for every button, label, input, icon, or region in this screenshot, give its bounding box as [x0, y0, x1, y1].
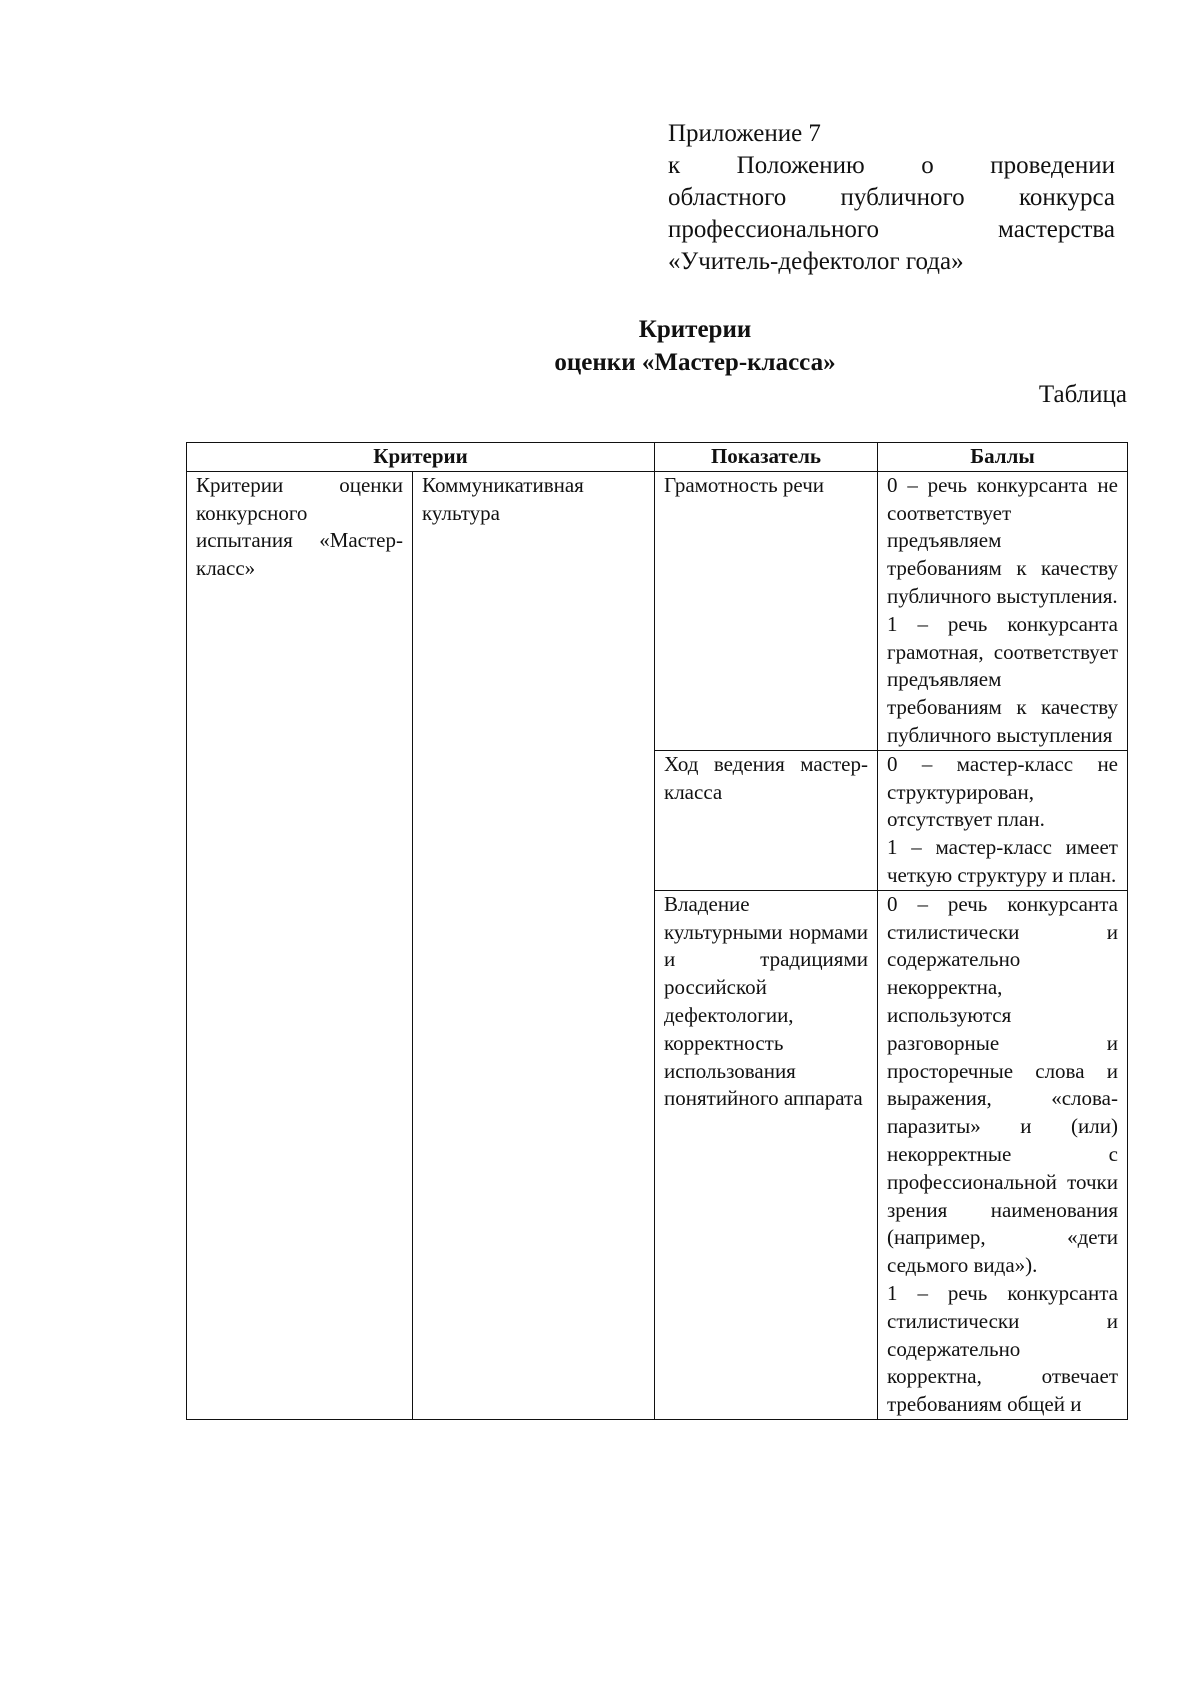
header-criteria: Критерии	[187, 443, 655, 472]
indicator-cell: Владение культурными нормами и традициями российской дефектологии, корректность использования понятийного аппарата	[655, 890, 878, 1419]
points-cell: 0 – мастер-класс не структурирован, отсутствует план. 1 – мастер-класс имеет четкую структуру и план.	[878, 750, 1128, 890]
criteria-table	[186, 442, 1128, 1420]
appendix-reference: к Положению о проведении	[668, 152, 1115, 179]
criteria-sub-cell: Коммуникативная культура	[413, 471, 655, 1419]
header-points: Баллы	[878, 443, 1128, 472]
document-title	[0, 313, 1200, 379]
indicator-cell: Ход ведения мастер-класса	[655, 750, 878, 890]
indicator-cell: Грамотность речи	[655, 471, 878, 750]
appendix-block	[668, 118, 1115, 278]
points-cell: 0 – речь конкурсанта стилистически и содержательно некорректна, используются разговорные и просторечные слова и выражения, «слова-паразиты» и (или) некорректные с профессиональной точки зрения наименования (например, «дети седьмого вида»). 1 – речь конкурсанта стилистически и содержательно корректна, отвечает требованиям общей и	[878, 890, 1128, 1419]
title-line-1: Критерии	[638, 316, 752, 343]
table-header-row	[187, 443, 1128, 472]
header-indicator: Показатель	[655, 443, 878, 472]
points-cell: 0 – речь конкурсанта не соответствует предъявляем требованиям к качеству публичного выступления. 1 – речь конкурсанта грамотная, соответствует предъявляем требованиям к качеству публичного выступления	[878, 471, 1128, 750]
appendix-reference: областного публичного конкурса	[668, 184, 1115, 211]
appendix-reference: профессионального мастерства	[668, 216, 1115, 243]
table-label: Таблица	[1038, 381, 1127, 408]
criteria-main-cell: Критерии оценки конкурсного испытания «Мастер-класс»	[187, 471, 413, 1419]
appendix-reference: «Учитель-дефектолог года»	[668, 248, 964, 275]
table-row	[187, 471, 1128, 750]
appendix-number: Приложение 7	[668, 120, 821, 147]
title-line-2: оценки «Мастер-класса»	[554, 349, 836, 376]
